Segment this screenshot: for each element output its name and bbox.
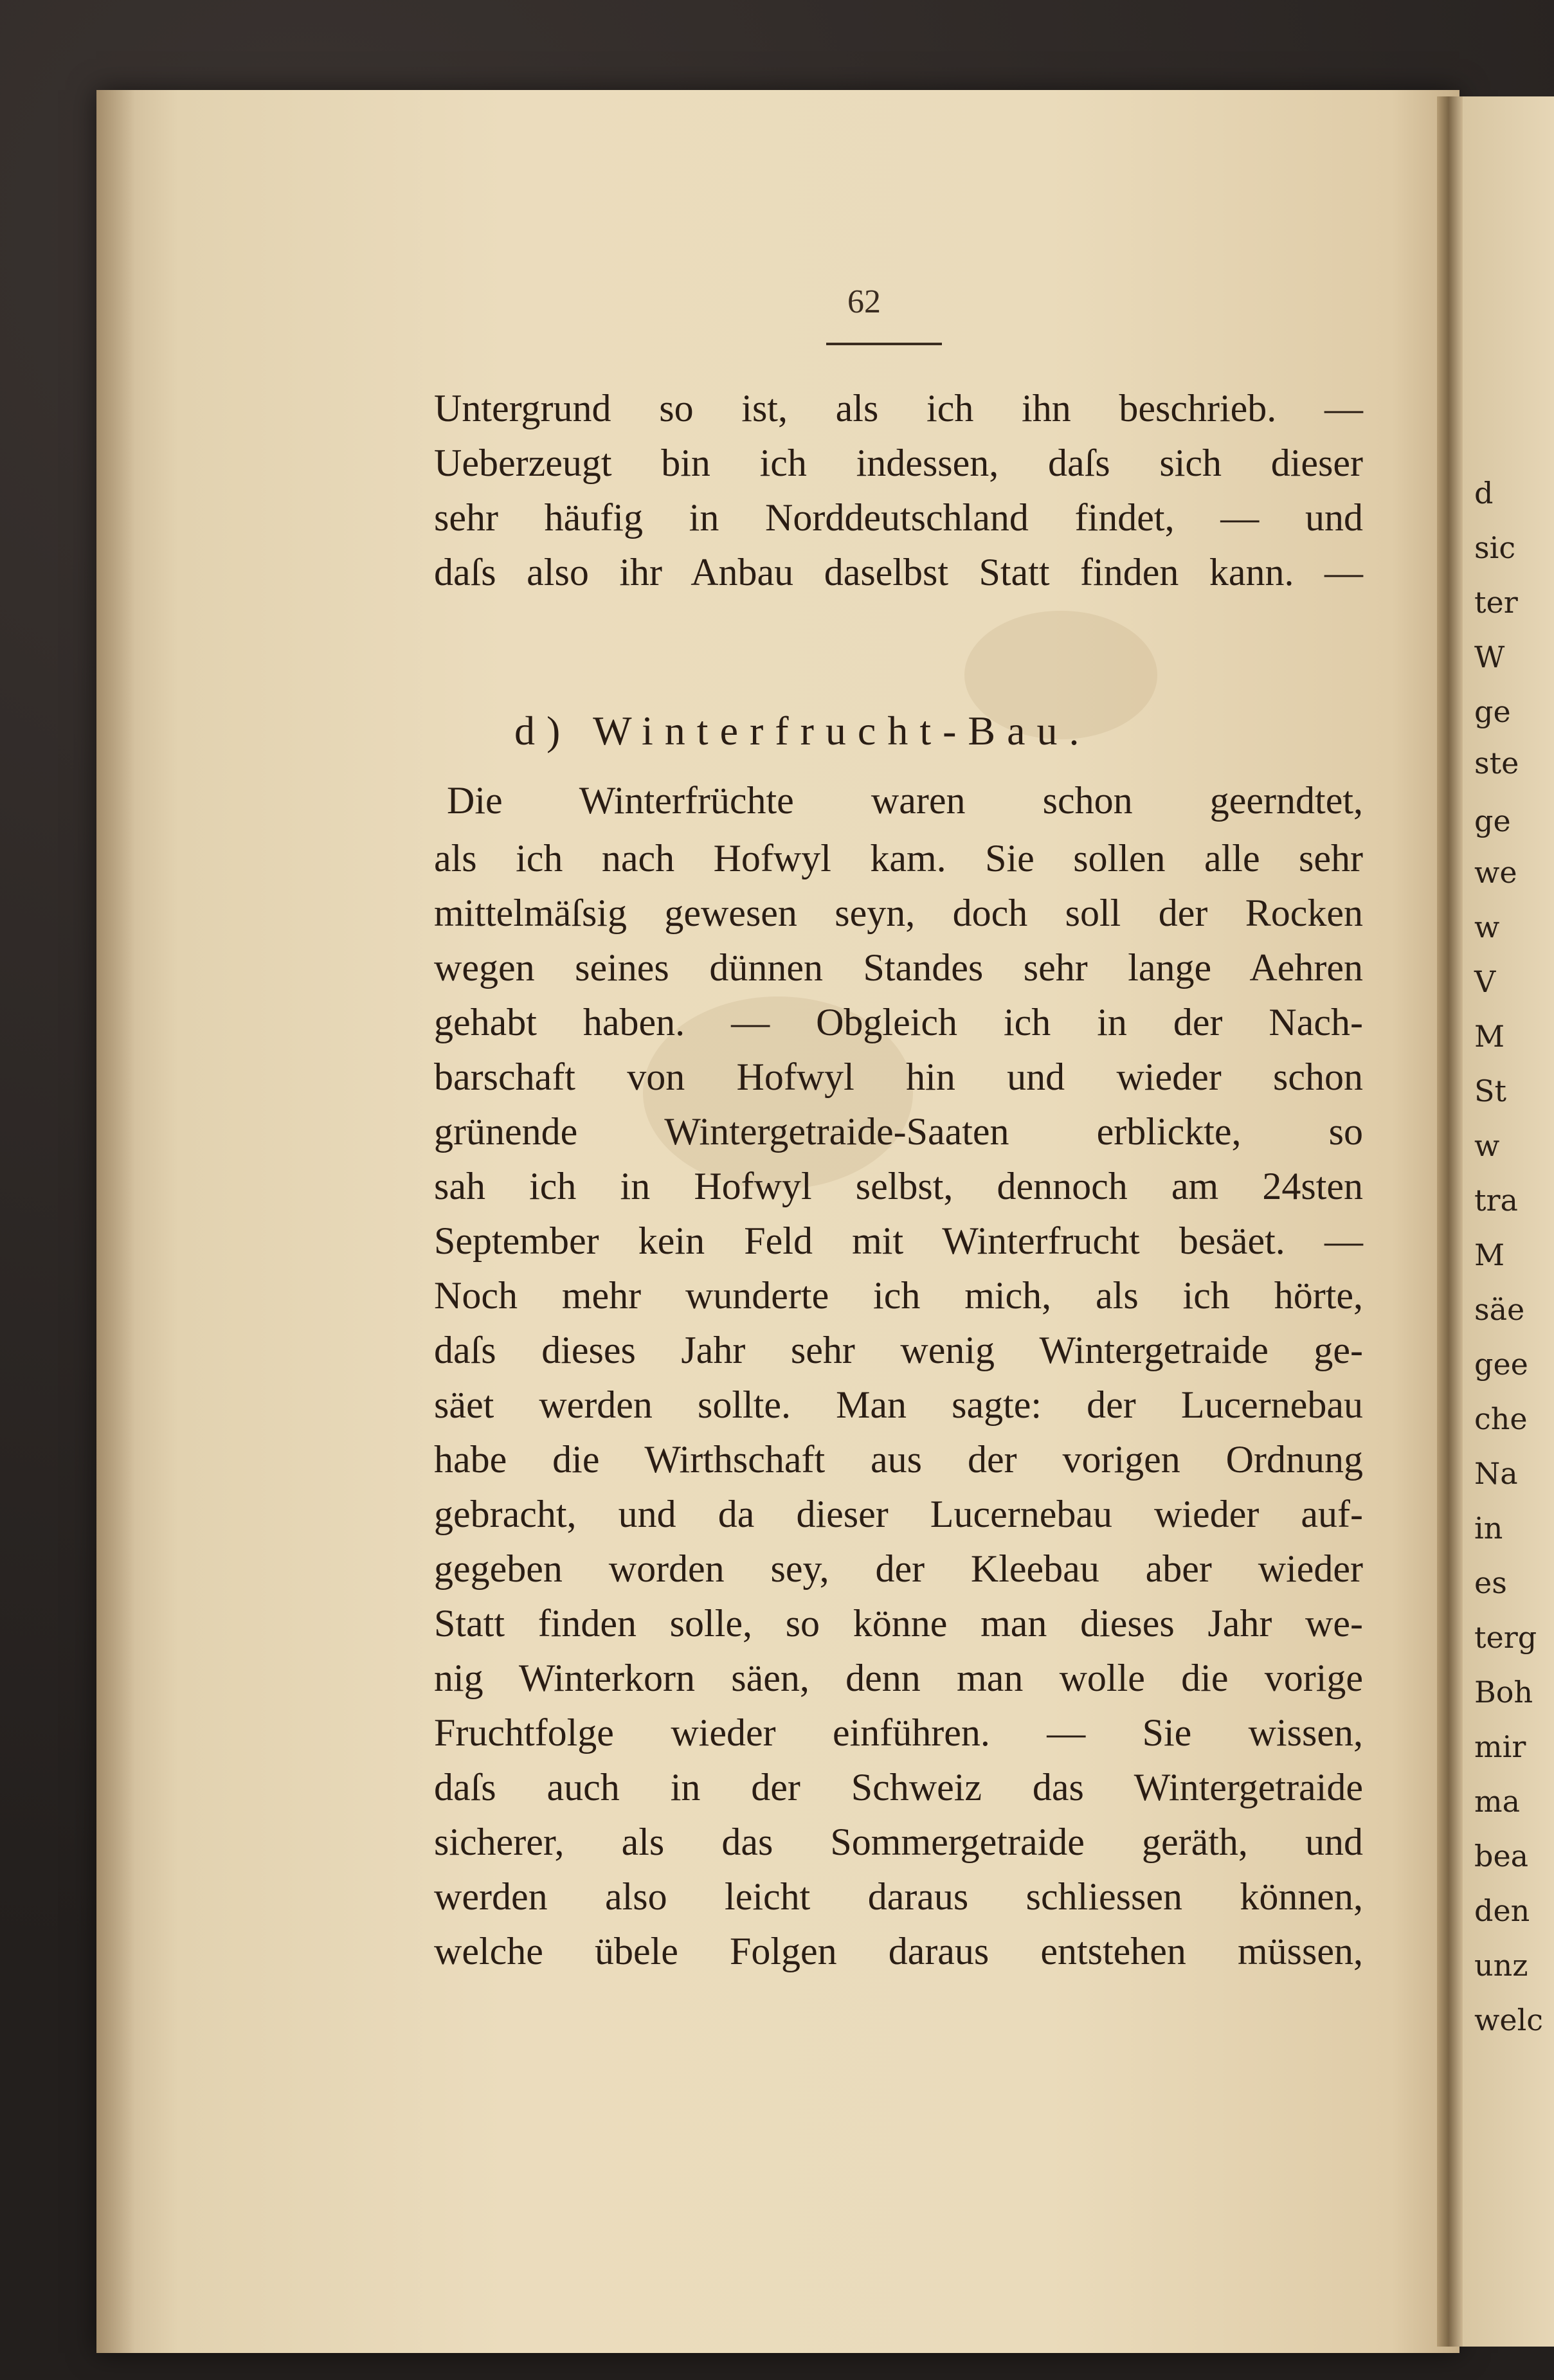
- body-line: nig Winterkorn säen, denn man wolle die vorige: [434, 1657, 1363, 1699]
- facing-page-fragment: bea: [1474, 1839, 1529, 1873]
- facing-page-fragment: Na: [1474, 1456, 1518, 1491]
- body-line: September kein Feld mit Winterfrucht besäet. —: [434, 1220, 1363, 1262]
- page-edge-shadow: [96, 90, 135, 2353]
- facing-page-fragment: V: [1474, 964, 1496, 999]
- intro-line: Ueberzeugt bin ich indessen, daſs sich dieser: [434, 442, 1363, 484]
- body-line: Die Winterfrüchte waren schon geerndtet,: [447, 779, 1363, 822]
- body-line: gebracht, und da dieser Lucernebau wieder auf-: [434, 1493, 1363, 1535]
- body-line: barschaft von Hofwyl hin und wieder schon: [434, 1056, 1363, 1098]
- intro-line: Untergrund so ist, als ich ihn beschrieb. —: [434, 387, 1363, 429]
- body-line: Statt finden solle, so könne man dieses Jahr we-: [434, 1602, 1363, 1645]
- facing-page-fragment: Boh: [1474, 1675, 1533, 1709]
- facing-page-fragment: sic: [1474, 530, 1516, 565]
- body-line: gegeben worden sey, der Kleebau aber wieder: [434, 1547, 1363, 1590]
- facing-page-fragment: den: [1474, 1893, 1530, 1928]
- body-line: grünende Wintergetraide-Saaten erblickte, so: [434, 1110, 1363, 1153]
- page-number-rule: [826, 343, 942, 345]
- body-line: Fruchtfolge wieder einführen. — Sie wissen,: [434, 1711, 1363, 1754]
- facing-page-fragment: welc: [1474, 2003, 1544, 2037]
- body-line: welche übele Folgen daraus entstehen müssen,: [434, 1930, 1363, 1972]
- facing-page-fragment: d: [1474, 476, 1494, 510]
- body-line: daſs dieses Jahr sehr wenig Wintergetraide ge-: [434, 1329, 1363, 1371]
- intro-line: daſs also ihr Anbau daselbst Statt finden kann. —: [434, 551, 1363, 593]
- body-line: daſs auch in der Schweiz das Wintergetraide: [434, 1766, 1363, 1808]
- facing-page-fragment: tra: [1474, 1183, 1518, 1218]
- body-line: mittelmäſsig gewesen seyn, doch soll der Rocken: [434, 892, 1363, 934]
- facing-page-fragment: mir: [1474, 1729, 1526, 1764]
- facing-page-fragment: ge: [1474, 694, 1511, 729]
- facing-page-fragment: St: [1474, 1074, 1506, 1108]
- facing-page-fragment: w: [1474, 910, 1500, 944]
- facing-page-fragment: säe: [1474, 1292, 1525, 1327]
- body-line: habe die Wirthschaft aus der vorigen Ordnung: [434, 1438, 1363, 1481]
- facing-page-fragment: W: [1474, 640, 1505, 674]
- body-line: wegen seines dünnen Standes sehr lange Aehren: [434, 946, 1363, 989]
- facing-page-fragment: che: [1474, 1402, 1528, 1436]
- facing-page-fragment: unz: [1474, 1948, 1528, 1983]
- body-line: sah ich in Hofwyl selbst, dennoch am 24sten: [434, 1165, 1363, 1207]
- facing-page-fragment: ge: [1474, 804, 1511, 838]
- facing-page-fragment: M: [1474, 1019, 1505, 1054]
- intro-line: sehr häufig in Norddeutschland findet, — und: [434, 496, 1363, 539]
- facing-page-fragment: ter: [1474, 585, 1518, 620]
- facing-page: [1463, 96, 1554, 2347]
- body-line: gehabt haben. — Obgleich ich in der Nach-: [434, 1001, 1363, 1043]
- body-line: als ich nach Hofwyl kam. Sie sollen alle sehr: [434, 837, 1363, 879]
- body-line: sicherer, als das Sommergetraide geräth, und: [434, 1821, 1363, 1863]
- facing-page-fragment: ma: [1474, 1784, 1521, 1819]
- facing-page-fragment: we: [1474, 855, 1517, 890]
- facing-page-fragment: M: [1474, 1238, 1505, 1272]
- facing-page-fragment: in: [1474, 1511, 1503, 1546]
- facing-page-fragment: es: [1474, 1565, 1507, 1600]
- facing-page-fragment: gee: [1474, 1347, 1528, 1382]
- facing-page-fragment: w: [1474, 1128, 1500, 1163]
- facing-page-fragment: ste: [1474, 746, 1519, 780]
- book-gutter: [1437, 96, 1463, 2347]
- body-line: werden also leicht daraus schliessen können,: [434, 1875, 1363, 1918]
- section-heading: d) Winterfrucht-Bau.: [514, 708, 1091, 753]
- page-number: 62: [847, 284, 881, 320]
- body-line: säet werden sollte. Man sagte: der Lucernebau: [434, 1384, 1363, 1426]
- body-line: Noch mehr wunderte ich mich, als ich hörte,: [434, 1274, 1363, 1317]
- facing-page-fragment: terg: [1474, 1620, 1537, 1655]
